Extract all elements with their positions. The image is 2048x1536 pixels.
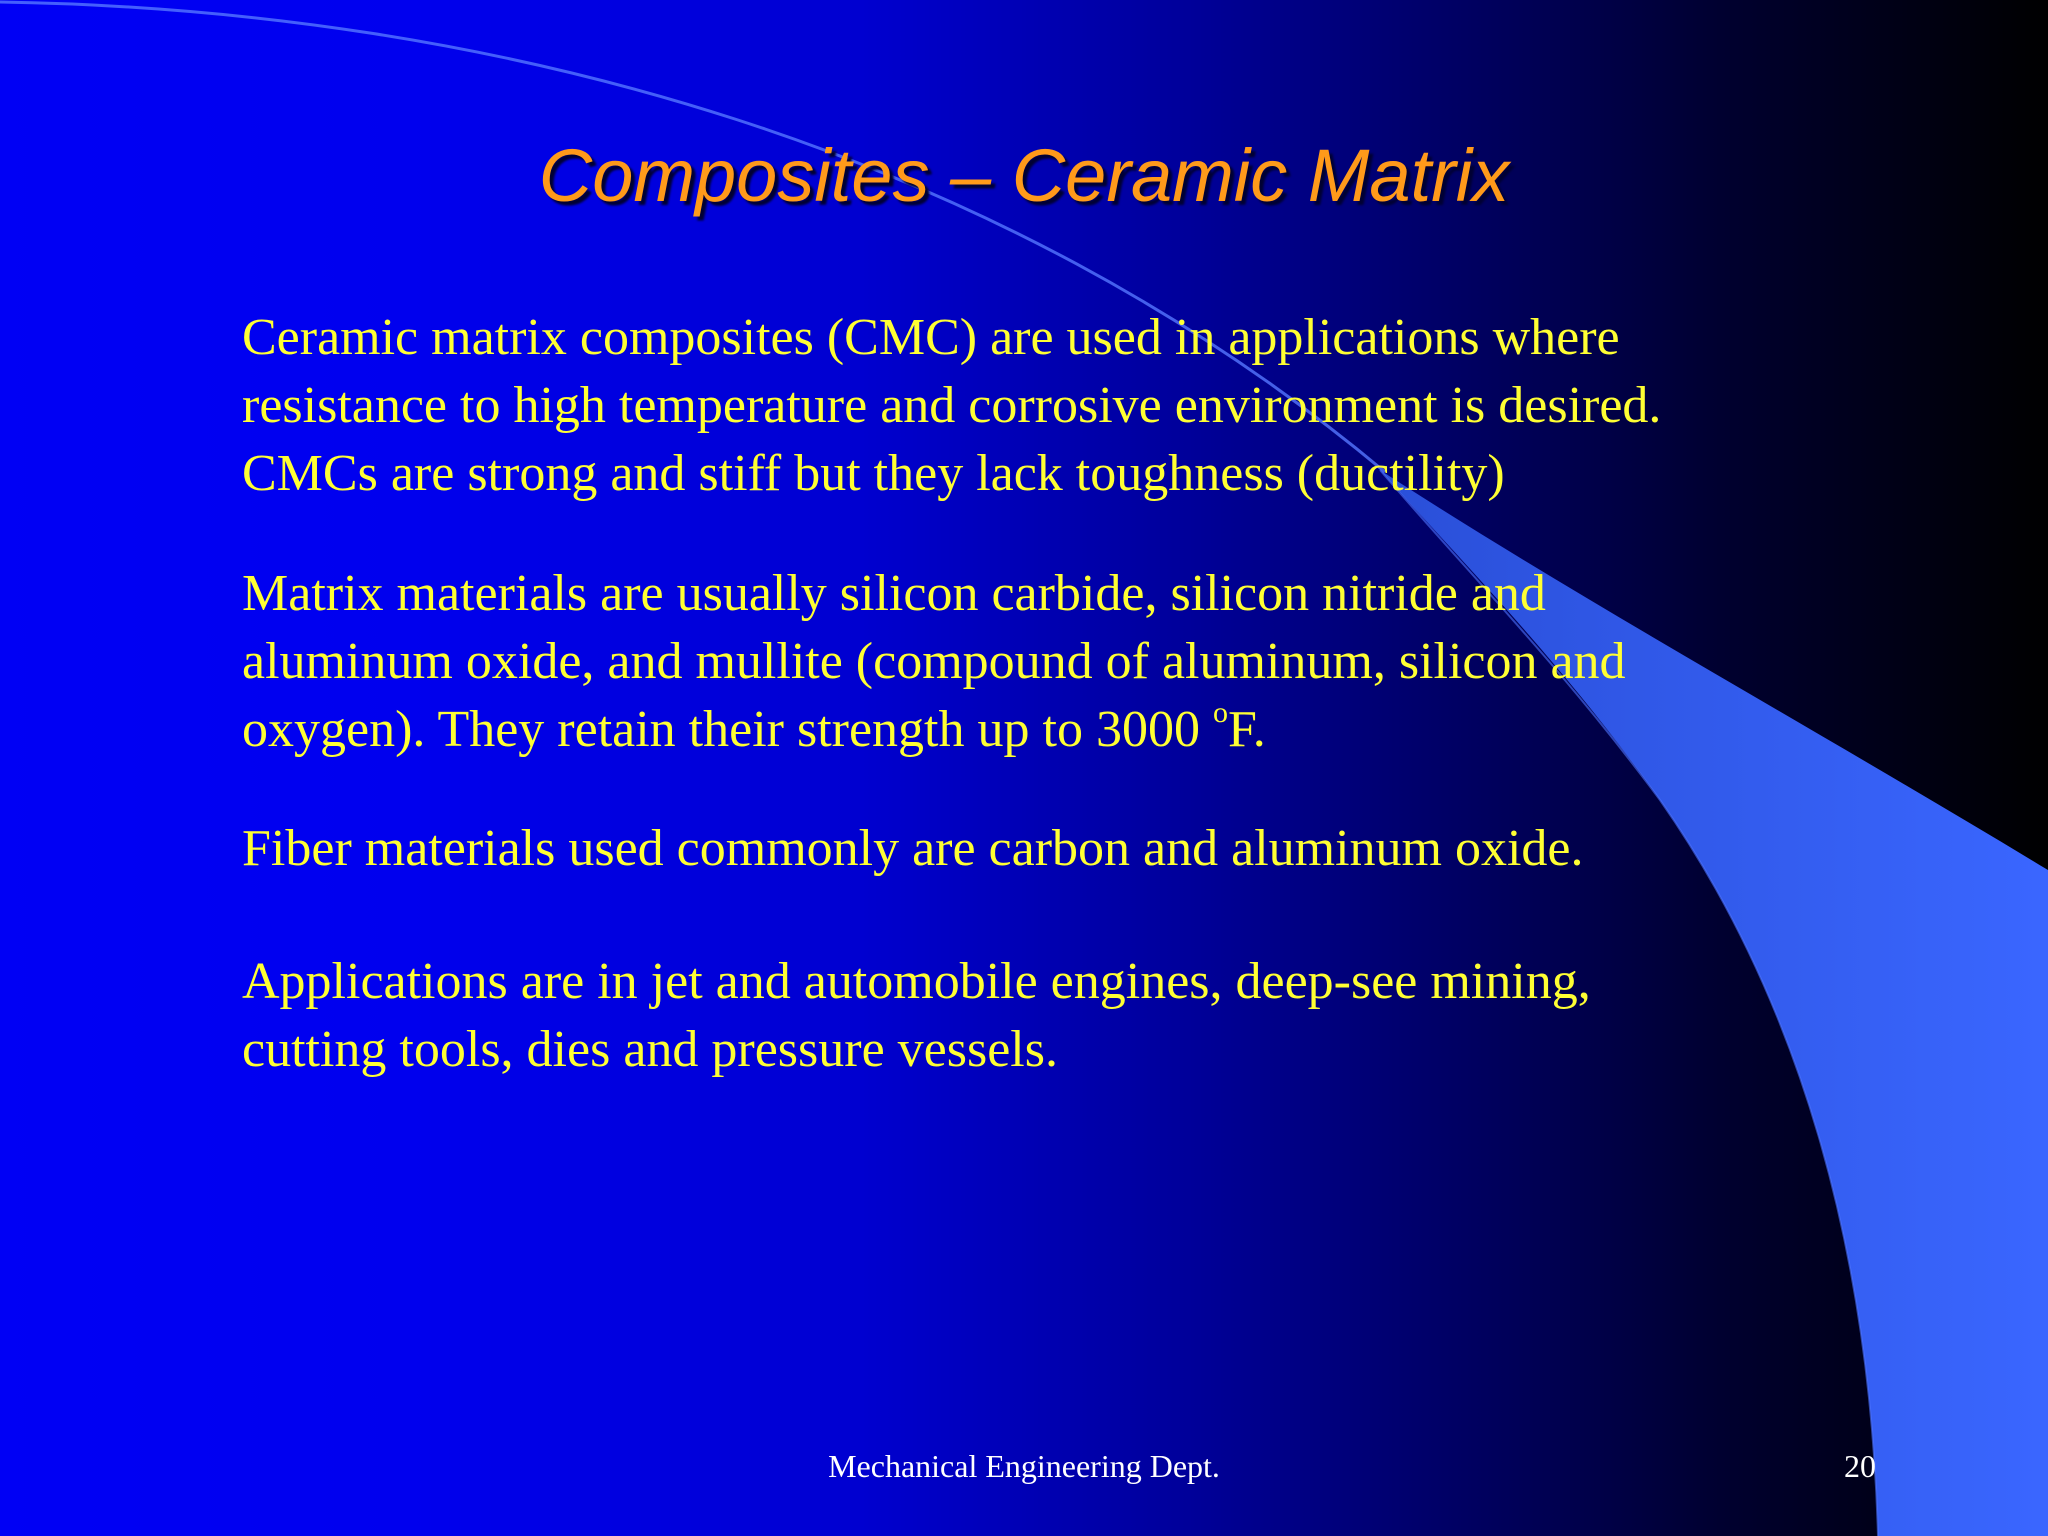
body-line: Ceramic matrix composites (CMC) are used in applications where xyxy=(242,309,1620,366)
body-line: aluminum oxide, and mullite (compound of aluminum, silicon and xyxy=(242,633,1626,690)
paragraph-fiber-materials xyxy=(242,815,1822,883)
body-line: cutting tools, dies and pressure vessels. xyxy=(242,1021,1058,1078)
body-text: F. xyxy=(1227,701,1266,758)
slide-title: Composites – Ceramic Matrix xyxy=(538,134,1510,217)
paragraph-matrix-materials xyxy=(242,560,1822,764)
paragraph-applications xyxy=(242,948,1822,1084)
page-number: 20 xyxy=(1844,1448,1876,1484)
body-line: resistance to high temperature and corrosive environment is desired. xyxy=(242,377,1662,434)
body-line-with-superscript xyxy=(242,696,1822,764)
body-line: Matrix materials are usually silicon carbide, silicon nitride and xyxy=(242,565,1546,622)
slide-footer: Mechanical Engineering Dept. xyxy=(828,1448,1220,1484)
degree-superscript: o xyxy=(1212,696,1228,729)
body-line: Fiber materials used commonly are carbon and aluminum oxide. xyxy=(242,820,1584,877)
body-line: Applications are in jet and automobile engines, deep-see mining, xyxy=(242,953,1591,1010)
paragraph-cmc-intro xyxy=(242,304,1822,508)
body-line: CMCs are strong and stiff but they lack toughness (ductility) xyxy=(242,445,1505,502)
body-text: oxygen). They retain their strength up to 3000 xyxy=(242,701,1213,758)
